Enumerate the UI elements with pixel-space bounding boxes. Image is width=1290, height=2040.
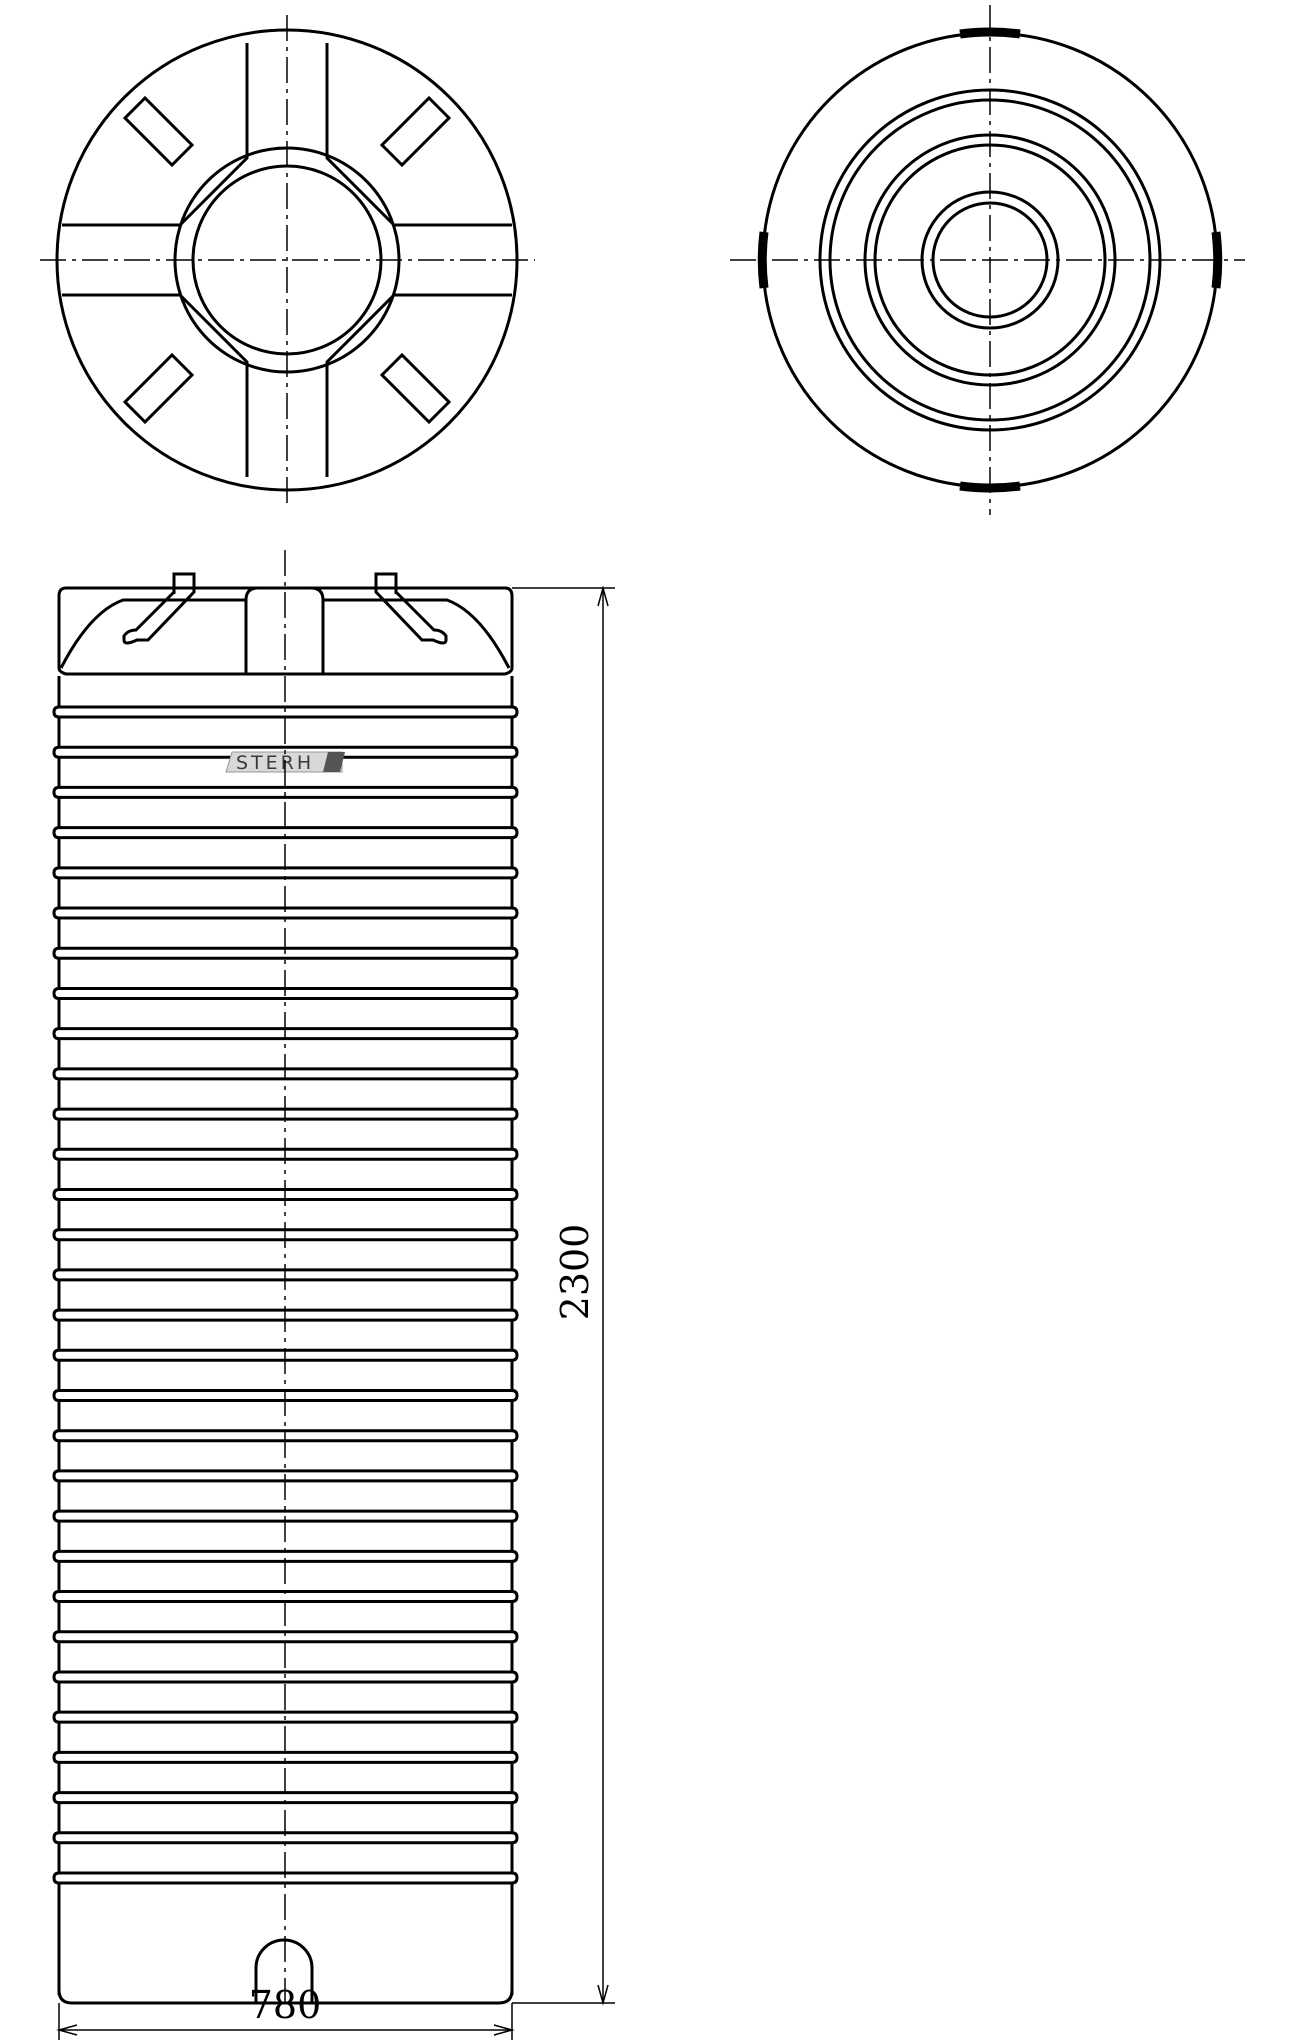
bottom-view-centerlines: [730, 5, 1245, 515]
top-view: [40, 15, 535, 505]
width-dimension-label: 780: [248, 1983, 322, 2027]
top-view-centerlines: [40, 15, 535, 505]
logo-text: STERH: [236, 752, 315, 774]
side-view: [54, 550, 517, 2010]
bottom-view: [730, 5, 1245, 515]
height-dimension-label: 2300: [553, 1223, 597, 1321]
